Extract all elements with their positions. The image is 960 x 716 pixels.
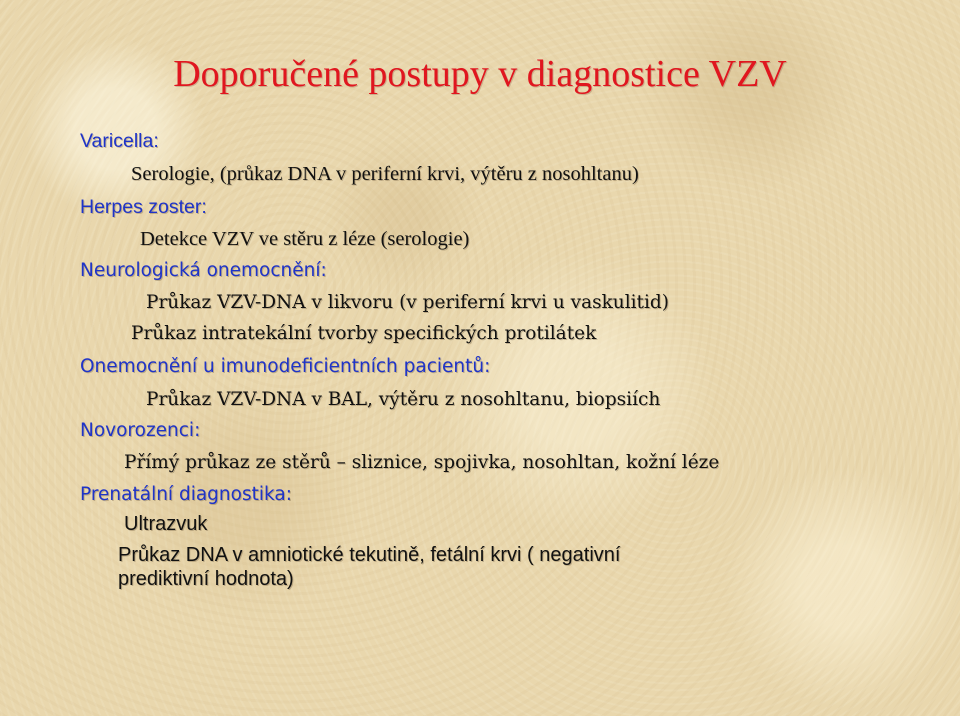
prenatalni-item-3: prediktivní hodnota) (118, 568, 294, 590)
section-heading-prenatalni: Prenatální diagnostika: (80, 484, 292, 505)
prenatalni-item-1: Ultrazvuk (124, 513, 208, 535)
section-heading-novorozenci: Novorozenci: (80, 420, 201, 441)
section-heading-varicella: Varicella: (80, 130, 159, 152)
section-heading-herpes-zoster: Herpes zoster: (80, 196, 207, 218)
neurologicka-item-2: Průkaz intratekální tvorby specifických protilátek (131, 323, 597, 344)
imunodeficientni-item: Průkaz VZV-DNA v BAL, výtěru z nosohltanu, biopsiích (146, 389, 661, 410)
slide-title: Doporučené postupy v diagnostice VZV (173, 53, 787, 95)
prenatalni-item-2: Průkaz DNA v amniotické tekutině, fetální krvi ( negativní (118, 544, 621, 566)
section-heading-imunodeficientni: Onemocnění u imunodeficientních pacientů: (80, 356, 491, 377)
section-heading-neurologicka: Neurologická onemocnění: (80, 260, 327, 281)
neurologicka-item-1: Průkaz VZV-DNA v likvoru (v periferní krvi u vaskulitid) (146, 292, 669, 313)
novorozenci-item: Přímý průkaz ze stěrů – sliznice, spojivka, nosohltan, kožní léze (124, 452, 720, 473)
herpes-zoster-item: Detekce VZV ve stěru z léze (serologie) (140, 228, 470, 250)
varicella-item: Serologie, (průkaz DNA v periferní krvi, výtěru z nosohltanu) (131, 163, 639, 185)
